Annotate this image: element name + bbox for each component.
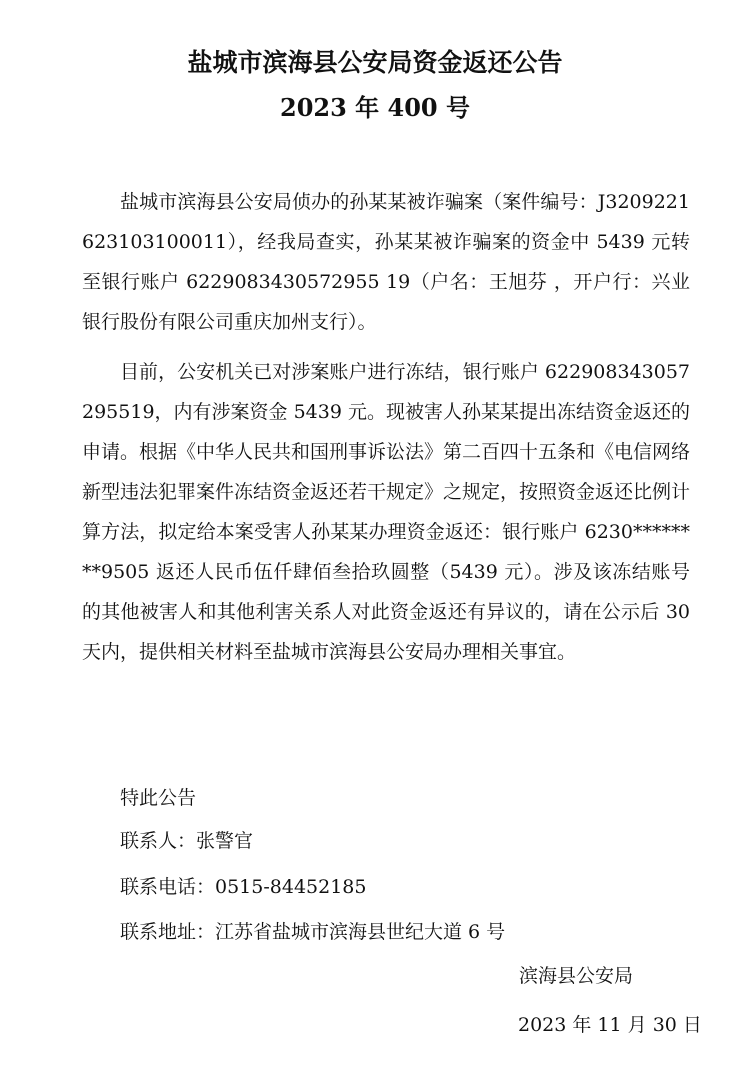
closing-text: 特此公告: [120, 787, 197, 809]
notice-title: 盐城市滨海县公安局资金返还公告: [187, 48, 563, 77]
contact-address: 联系地址：江苏省盐城市滨海县世纪大道 6 号: [120, 921, 506, 943]
signature-organization: 滨海县公安局: [519, 965, 634, 987]
contact-phone: 联系电话：0515-84452185: [120, 876, 367, 898]
case-paragraph: 盐城市滨海县公安局侦办的孙某某被诈骗案（案件编号：J3209221623103100011），经我局查实，孙某某被诈骗案的资金中 5439 元转至银行账户 6229083430572955 19（户名：王旭芬 ，开户行：兴业银行股份有限公司重庆加州支行）。: [82, 191, 690, 333]
contact-person: 联系人：张警官: [120, 830, 254, 852]
signature-date: 2023 年 11 月 30 日: [518, 1014, 702, 1036]
refund-paragraph: 目前，公安机关已对涉案账户进行冻结，银行账户 622908343057295519，内有涉案资金 5439 元。现被害人孙某某提出冻结资金返还的申请。根据《中华人民共和国刑事诉讼法》第二百四十五条和《电信网络新型违法犯罪案件冻结资金返还若干规定》之规定，按照资金返还比例计算方法，拟定给本案受害人孙某某办理资金返还：银行账户 6230********9505 返还人民币伍仟肆佰叁拾玖圆整（5439 元）。涉及该冻结账号的其他被害人和其他利害关系人对此资金返还有异议的，请在公示后 30 天内，提供相关材料至盐城市滨海县公安局办理相关事宜。: [82, 361, 691, 663]
notice-number: 2023 年 400 号: [280, 93, 470, 122]
notice-body: [82, 182, 690, 672]
